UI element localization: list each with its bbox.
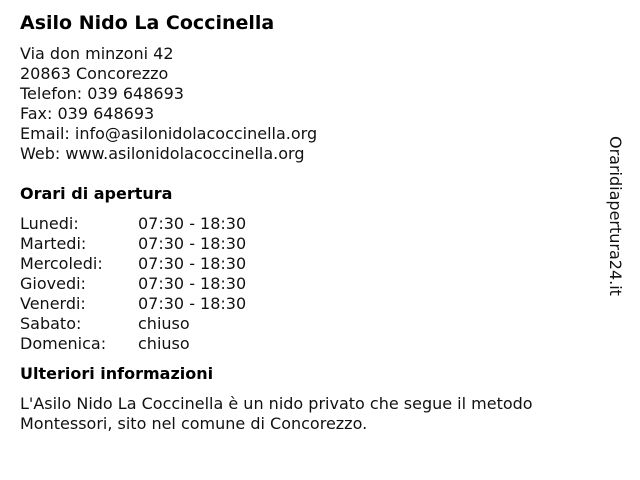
day-hours: chiuso <box>138 314 190 333</box>
hours-row-monday <box>20 214 246 234</box>
address-block <box>20 44 600 164</box>
hours-row-saturday <box>20 314 246 334</box>
business-card <box>20 10 600 434</box>
opening-hours-heading: Orari di apertura <box>20 184 173 203</box>
business-name: Asilo Nido La Coccinella <box>20 12 275 34</box>
day-hours: 07:30 - 18:30 <box>138 294 247 313</box>
street-address: Via don minzoni 42 <box>20 44 174 63</box>
day-label: Mercoledi: <box>20 254 103 273</box>
day-hours: 07:30 - 18:30 <box>138 274 247 293</box>
day-label: Martedi: <box>20 234 87 253</box>
day-hours: 07:30 - 18:30 <box>138 254 247 273</box>
day-hours: 07:30 - 18:30 <box>138 214 247 233</box>
hours-row-tuesday <box>20 234 246 254</box>
phone-number: Telefon: 039 648693 <box>20 84 184 103</box>
opening-hours-table <box>20 214 246 354</box>
day-label: Lunedi: <box>20 214 79 233</box>
day-label: Giovedi: <box>20 274 86 293</box>
email-address: Email: info@asilonidolacoccinella.org <box>20 124 318 143</box>
day-label: Sabato: <box>20 314 82 333</box>
hours-row-sunday <box>20 334 246 354</box>
hours-row-friday <box>20 294 246 314</box>
fax-number: Fax: 039 648693 <box>20 104 155 123</box>
day-label: Domenica: <box>20 334 107 353</box>
hours-row-thursday <box>20 274 246 294</box>
day-hours: chiuso <box>138 334 190 353</box>
site-credit-vertical: Oraridiapertura24.it <box>606 136 625 296</box>
postal-city: 20863 Concorezzo <box>20 64 169 83</box>
day-label: Venerdi: <box>20 294 86 313</box>
additional-info-heading: Ulteriori informazioni <box>20 364 214 383</box>
hours-row-wednesday <box>20 254 246 274</box>
day-hours: 07:30 - 18:30 <box>138 234 247 253</box>
additional-info-text: L'Asilo Nido La Coccinella è un nido privato che segue il metodo Montessori, sito nel comune di Concorezzo. <box>20 394 533 433</box>
website-address: Web: www.asilonidolacoccinella.org <box>20 144 305 163</box>
